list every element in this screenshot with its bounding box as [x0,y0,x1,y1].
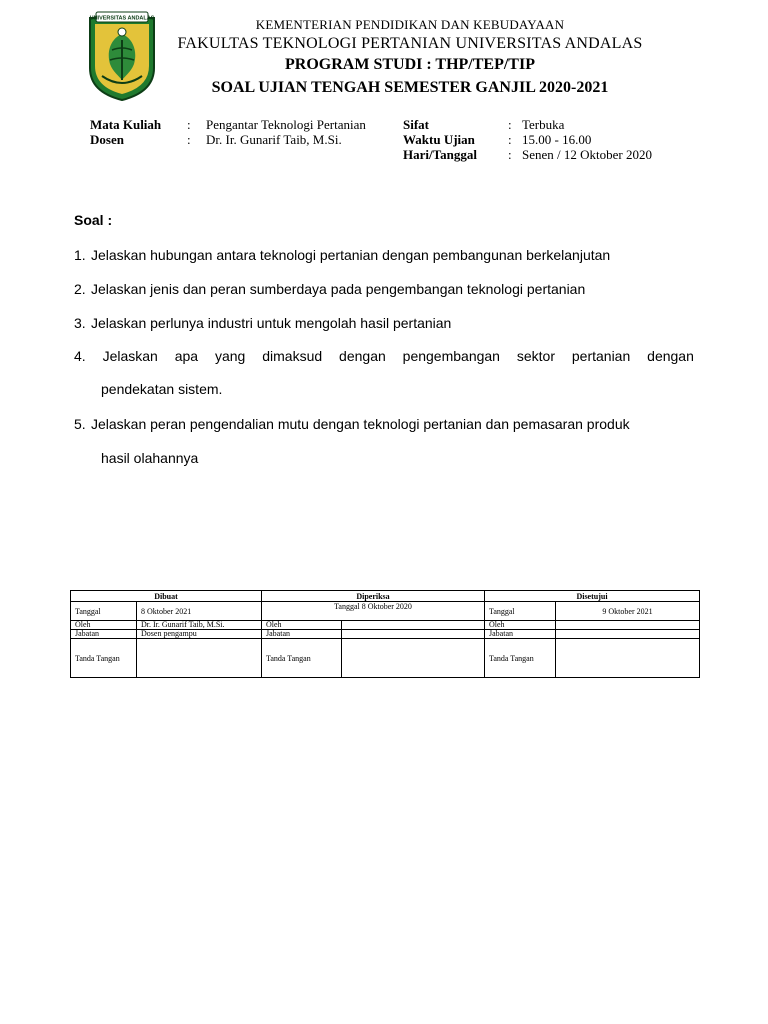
question-3 [74,315,694,331]
exam-title: SOAL UJIAN TENGAH SEMESTER GANJIL 2020-2021 [211,79,609,96]
table-row [71,630,700,639]
sifat-value: Terbuka [522,117,565,132]
diperiksa-oleh [342,621,485,630]
question-4-continuation: pendekatan sistem. [101,381,223,397]
tanggal-label: Tanggal [485,602,556,621]
tanda-tangan-label: Tanda Tangan [262,639,342,678]
colon: : [508,132,512,147]
dosen-value: Dr. Ir. Gunarif Taib, M.Si. [206,132,342,147]
jabatan-label: Jabatan [71,630,137,639]
logo-text: UNIVERSITAS ANDALAS [89,15,155,22]
dibuat-oleh: Dr. Ir. Gunarif Taib, M.Si. [137,621,262,630]
hari-value: Senen / 12 Oktober 2020 [522,147,652,162]
dibuat-tanda-tangan [137,639,262,678]
jabatan-label: Jabatan [262,630,342,639]
dibuat-tanggal: 8 Oktober 2021 [137,602,262,621]
question-number: 1. [74,247,86,263]
table-row [71,602,700,621]
question-5-continuation: hasil olahannya [101,450,199,466]
question-4 [74,348,694,364]
diperiksa-tanggal: Tanggal 8 Oktober 2020 [262,602,485,621]
question-text: Jelaskan perlunya industri untuk mengolah hasil pertanian [91,315,452,331]
question-word: yang [214,348,246,364]
table-row [71,591,700,602]
question-number: 2. [74,281,86,297]
mata-kuliah-value: Pengantar Teknologi Pertanian [206,117,366,132]
disetujui-oleh [556,621,700,630]
tanda-tangan-label: Tanda Tangan [71,639,137,678]
ministry-title: KEMENTERIAN PENDIDIKAN DAN KEBUDAYAAN [255,17,565,32]
oleh-label: Oleh [71,621,137,630]
dibuat-jabatan: Dosen pengampu [137,630,262,639]
question-1 [74,247,694,263]
waktu-label: Waktu Ujian [403,132,475,147]
faculty-title: FAKULTAS TEKNOLOGI PERTANIAN UNIVERSITAS ANDALAS [177,35,643,52]
jabatan-label: Jabatan [485,630,556,639]
hari-label: Hari/Tanggal [403,147,477,162]
question-number: 5. [74,416,86,432]
diperiksa-tanda-tangan [342,639,485,678]
question-word: pertanian [571,348,631,364]
disetujui-tanda-tangan [556,639,700,678]
program-title: PROGRAM STUDI : THP/TEP/TIP [285,56,535,73]
waktu-value: 15.00 - 16.00 [522,132,592,147]
question-text: Jelaskan jenis dan peran sumberdaya pada pengembangan teknologi pertanian [91,281,586,297]
colon: : [508,147,512,162]
question-word: dengan [647,348,694,364]
dosen-label: Dosen [90,132,124,147]
table-row [71,639,700,678]
disetujui-tanggal: 9 Oktober 2021 [556,602,700,621]
oleh-label: Oleh [262,621,342,630]
disetujui-jabatan [556,630,700,639]
disetujui-header: Disetujui [485,591,700,602]
diperiksa-jabatan [342,630,485,639]
university-logo-icon [86,10,158,102]
tanggal-label: Tanggal [71,602,137,621]
signature-table [70,590,700,678]
diperiksa-header: Diperiksa [262,591,485,602]
question-5 [74,416,694,432]
question-2 [74,281,694,297]
sifat-label: Sifat [403,117,429,132]
question-word: dengan [339,348,386,364]
question-word: pengembangan [402,348,500,364]
oleh-label: Oleh [485,621,556,630]
question-number: 3. [74,315,86,331]
dibuat-header: Dibuat [71,591,262,602]
soal-title: Soal : [74,212,113,228]
colon: : [508,117,512,132]
question-word: sektor [516,348,555,364]
question-number: 4. [74,348,86,364]
colon: : [187,117,191,132]
colon: : [187,132,191,147]
tanda-tangan-label: Tanda Tangan [485,639,556,678]
question-word: Jelaskan [102,348,158,364]
question-text: Jelaskan peran pengendalian mutu dengan teknologi pertanian dan pemasaran produk [91,416,630,432]
mata-kuliah-label: Mata Kuliah [90,117,162,132]
question-word: dimaksud [262,348,323,364]
question-text: Jelaskan hubungan antara teknologi pertanian dengan pembangunan berkelanjutan [91,247,611,263]
table-row [71,621,700,630]
question-word: apa [174,348,199,364]
